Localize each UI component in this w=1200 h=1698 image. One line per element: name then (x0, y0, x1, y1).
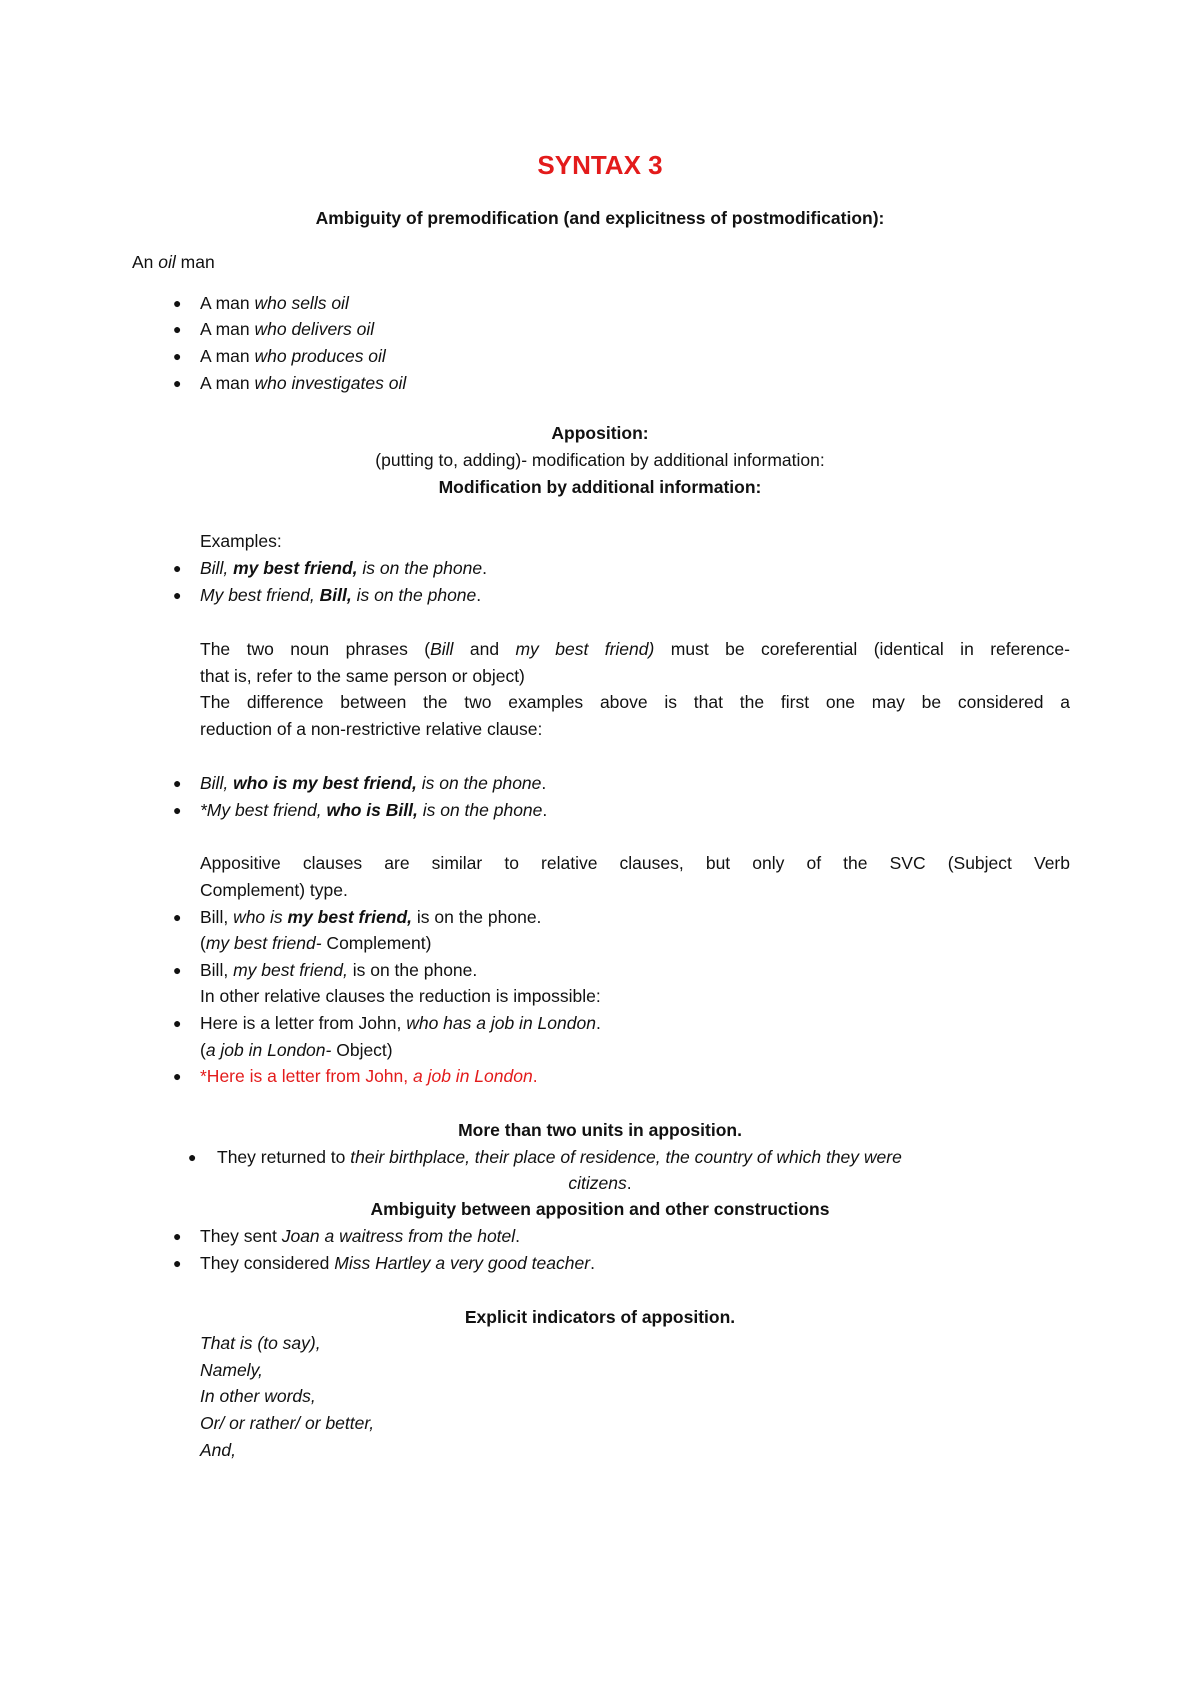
bullet-icon: ● (173, 802, 182, 818)
paragraph-line: reduction of a non-restrictive relative clause: (200, 719, 543, 739)
reduction-note: In other relative clauses the reduction is impossible: (200, 986, 601, 1006)
bullet-icon: ● (173, 962, 182, 978)
heading-apposition: Apposition: (551, 423, 649, 443)
bullet-icon: ● (173, 1228, 182, 1244)
list-item: A man who delivers oil (200, 319, 375, 339)
heading-ambiguity-between: Ambiguity between apposition and other constructions (370, 1199, 830, 1219)
example-item-incorrect: *Here is a letter from John, a job in London. (200, 1066, 538, 1086)
paragraph-line: The difference between the two examples above is that the first one may be considered a (200, 692, 1070, 712)
apposition-subtitle: (putting to, adding)- modification by additional information: (375, 450, 825, 470)
paragraph-line: Complement) type. (200, 880, 348, 900)
bullet-icon: ● (173, 1015, 182, 1031)
bullet-icon: ● (173, 375, 182, 391)
bullet-icon: ● (173, 909, 182, 925)
bullet-icon: ● (173, 321, 182, 337)
bullet-icon: ● (173, 1255, 182, 1271)
indicator-item: Namely, (200, 1360, 263, 1380)
indicator-item: And, (200, 1440, 236, 1460)
list-item: A man who investigates oil (200, 373, 407, 393)
list-item: They considered Miss Hartley a very good teacher. (200, 1253, 595, 1273)
heading-more-units: More than two units in apposition. (458, 1120, 742, 1140)
bullet-icon: ● (173, 775, 182, 791)
bullet-icon: ● (188, 1149, 197, 1165)
oil-man-intro: An oil man (132, 252, 215, 272)
bullet-icon: ● (173, 295, 182, 311)
example-note: (a job in London- Object) (200, 1040, 393, 1060)
list-item: They sent Joan a waitress from the hotel. (200, 1226, 521, 1246)
example-item: My best friend, Bill, is on the phone. (200, 585, 482, 605)
list-item-continuation: citizens. (568, 1173, 632, 1193)
page-title: SYNTAX 3 (537, 150, 663, 180)
bullet-icon: ● (173, 348, 182, 364)
paragraph-line: that is, refer to the same person or object) (200, 666, 525, 686)
paragraph-line: Appositive clauses are similar to relative clauses, but only of the SVC (Subject Verb (200, 853, 1070, 873)
example-item: Here is a letter from John, who has a job in London. (200, 1013, 601, 1033)
example-item: Bill, who is my best friend, is on the phone. (200, 773, 547, 793)
example-item: Bill, my best friend, is on the phone. (200, 960, 478, 980)
example-item: Bill, who is my best friend, is on the phone. (200, 907, 542, 927)
bullet-icon: ● (173, 587, 182, 603)
list-item: A man who produces oil (200, 346, 386, 366)
example-item: *My best friend, who is Bill, is on the phone. (200, 800, 548, 820)
indicator-item: Or/ or rather/ or better, (200, 1413, 375, 1433)
indicator-item: In other words, (200, 1386, 316, 1406)
paragraph-line: The two noun phrases (Bill and my best friend) must be coreferential (identical in reference- (200, 639, 1070, 659)
bullet-icon: ● (173, 560, 182, 576)
indicator-item: That is (to say), (200, 1333, 321, 1353)
list-item: They returned to their birthplace, their place of residence, the country of which they were (217, 1147, 902, 1167)
examples-label: Examples: (200, 531, 282, 551)
example-note: (my best friend- Complement) (200, 933, 432, 953)
bullet-icon: ● (173, 1068, 182, 1084)
example-item: Bill, my best friend, is on the phone. (200, 558, 487, 578)
heading-explicit-indicators: Explicit indicators of apposition. (464, 1307, 736, 1327)
heading-modification: Modification by additional information: (438, 477, 762, 497)
heading-ambiguity-premodification: Ambiguity of premodification (and explicitness of postmodification): (315, 208, 885, 228)
list-item: A man who sells oil (200, 293, 349, 313)
